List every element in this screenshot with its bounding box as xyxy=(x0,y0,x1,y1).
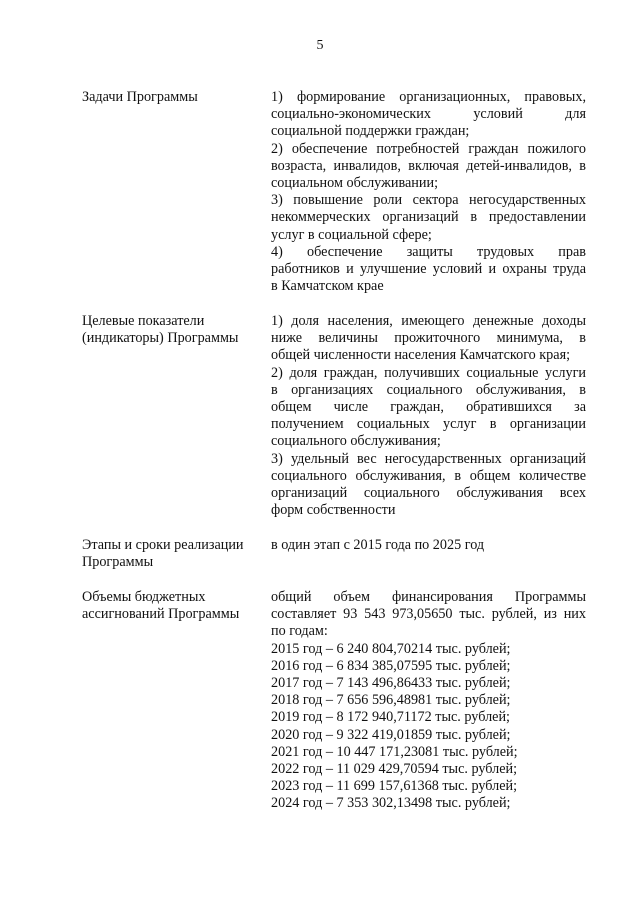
section-content-line: 2021 год – 10 447 171,23081 тыс. рублей; xyxy=(271,743,518,760)
section-content-line: 2019 год – 8 172 940,71172 тыс. рублей; xyxy=(271,709,510,726)
section-content-line: 2018 год – 7 656 596,48981 тыс. рублей; xyxy=(271,692,511,709)
section-content-line: 2024 год – 7 353 302,13498 тыс. рублей; xyxy=(271,795,511,812)
section-content-line: общей численности населения Камчатского края; xyxy=(271,347,571,364)
section-content-line: 3) удельный вес негосударственных организаций xyxy=(271,450,586,467)
section-content-line: 2015 год – 6 240 804,70214 тыс. рублей; xyxy=(271,640,511,657)
section-label-line: ассигнований Программы xyxy=(82,606,240,623)
section-content-line: некоммерческих организаций в предоставлении xyxy=(271,209,586,226)
section-content-line: получением социальных услуг в организации xyxy=(271,416,586,433)
section-content xyxy=(271,313,586,519)
section-content-line: социального обслуживания, в общем количестве xyxy=(271,467,586,484)
section-content-line: общем числе граждан, обратившихся за xyxy=(271,399,586,416)
section-content-line: в организациях социального обслуживания, в xyxy=(271,381,586,398)
section-content xyxy=(271,89,586,295)
section-content-line: 2017 год – 7 143 496,86433 тыс. рублей; xyxy=(271,675,511,692)
section-content xyxy=(271,537,586,554)
section-content-line: организаций социального обслуживания всех xyxy=(271,485,586,502)
section-content-line: 1) доля населения, имеющего денежные доходы xyxy=(271,313,586,329)
section-content-line: по годам: xyxy=(271,623,328,640)
section-content-line: форм собственности xyxy=(271,502,396,519)
section-content xyxy=(271,589,586,813)
section-label-line: Программы xyxy=(82,554,154,571)
section-content-line: социально-экономических условий для xyxy=(271,106,586,123)
section-content-line: ниже величины прожиточного минимума, в xyxy=(271,330,586,347)
section-label-line: Объемы бюджетных xyxy=(82,589,206,605)
section-content-line: возраста, инвалидов, включая детей-инвалидов, в xyxy=(271,157,586,174)
section-content-line: социального обслуживания; xyxy=(271,433,441,450)
section-content-line: 4) обеспечение защиты трудовых прав xyxy=(271,243,586,260)
section-content-line: 1) формирование организационных, правовых, xyxy=(271,89,586,105)
section-label-line: Целевые показатели xyxy=(82,313,205,329)
section-content-line: 2020 год – 9 322 419,01859 тыс. рублей; xyxy=(271,726,511,743)
section-content-line: работников и улучшение условий и охраны труда xyxy=(271,261,586,278)
section-label-line: Задачи Программы xyxy=(82,89,198,105)
section-content-line: 3) повышение роли сектора негосударственных xyxy=(271,192,586,209)
section-content-line: в Камчатском крае xyxy=(271,278,384,295)
section-content-line: в один этап с 2015 года по 2025 год xyxy=(271,537,485,553)
page-number: 5 xyxy=(316,38,324,53)
section-content-line: 2) доля граждан, получивших социальные услуги xyxy=(271,364,586,381)
section-content-line: 2016 год – 6 834 385,07595 тыс. рублей; xyxy=(271,657,511,674)
section-label-line: (индикаторы) Программы xyxy=(82,330,239,347)
section-label xyxy=(82,589,262,623)
section-label xyxy=(82,537,262,571)
section-content-line: 2) обеспечение потребностей граждан пожилого xyxy=(271,140,586,157)
section-content-line: услуг в социальной сфере; xyxy=(271,226,432,243)
section-content-line: общий объем финансирования Программы xyxy=(271,589,586,605)
section-content-line: социальной поддержки граждан; xyxy=(271,123,470,140)
section-content-line: социальном обслуживании; xyxy=(271,175,439,192)
section-content-line: 2023 год – 11 699 157,61368 тыс. рублей; xyxy=(271,778,518,795)
section-label-line: Этапы и сроки реализации xyxy=(82,537,244,553)
section-content-line: 2022 год – 11 029 429,70594 тыс. рублей; xyxy=(271,761,518,778)
section-label xyxy=(82,313,262,347)
section-content-line: составляет 93 543 973,05650 тыс. рублей, из них xyxy=(271,606,586,623)
section-label xyxy=(82,89,262,106)
